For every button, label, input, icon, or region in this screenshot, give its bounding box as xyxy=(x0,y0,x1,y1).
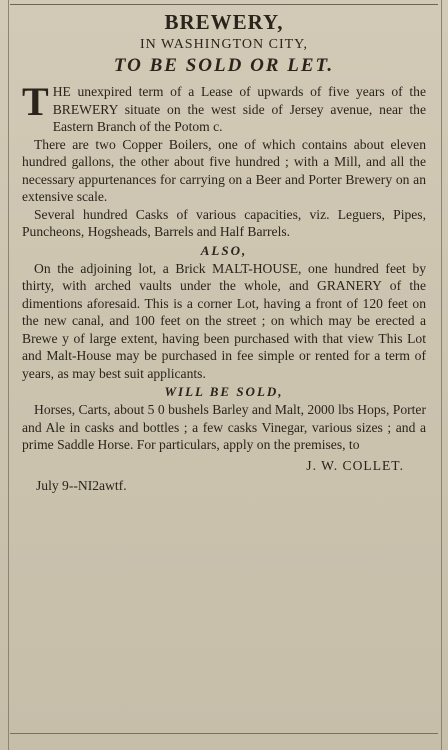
signature: J. W. COLLET. xyxy=(306,457,404,473)
ad-headline: TO BE SOLD OR LET. xyxy=(113,55,335,76)
paragraph-boilers: There are two Copper Boilers, one of which contains about eleven hundred gallons, the other about five hundred ; with a Mill, and all the necessary appurtenances for carrying on a Beer and Porter Brewery on an extensive scale. xyxy=(22,136,426,204)
ad-title: BREWERY, xyxy=(164,10,284,34)
drop-cap: T xyxy=(22,79,49,124)
right-rule xyxy=(441,0,442,750)
dateline: July 9--NI2awtf. xyxy=(36,477,127,493)
paragraph-malt-house: On the adjoining lot, a Brick MALT-HOUSE, one hundred feet by thirty, with arched vaults under the whole, and GRANERY of the dimentions aforesaid. This is a corner Lot, having a front of 120 feet on the new canal, and 100 feet on the street ; on which may be erected a Brewe y of large extent, having been purchased with that view This Lot and Malt-House may be purchased in fee simple or rented for a term of years, as may best suit applicants. xyxy=(22,260,426,381)
paragraph-items-for-sale: Horses, Carts, about 5 0 bushels Barley and Malt, 2000 lbs Hops, Porter and Ale in casks and bottles ; a few casks Vinegar, various sizes ; and a prime Saddle Horse. For particulars, apply on the premises, to xyxy=(22,402,426,452)
top-rule xyxy=(10,4,438,5)
paragraph-casks: Several hundred Casks of various capacities, viz. Leguers, Pipes, Puncheons, Hogsheads, Barrels and Half Barrels. xyxy=(22,206,426,239)
section-also: ALSO, xyxy=(200,242,248,258)
ad-subtitle: IN WASHINGTON CITY, xyxy=(140,37,308,52)
paragraph-lease: HE unexpired term of a Lease of upwards of five years of the BREWERY situate on the west side of Jersey avenue, near the Eastern Branch of the Potom c. xyxy=(52,84,426,134)
left-rule xyxy=(8,0,9,750)
section-will-be-sold: WILL BE SOLD, xyxy=(164,384,284,399)
bottom-rule xyxy=(10,733,438,734)
opening-paragraph xyxy=(22,79,426,136)
